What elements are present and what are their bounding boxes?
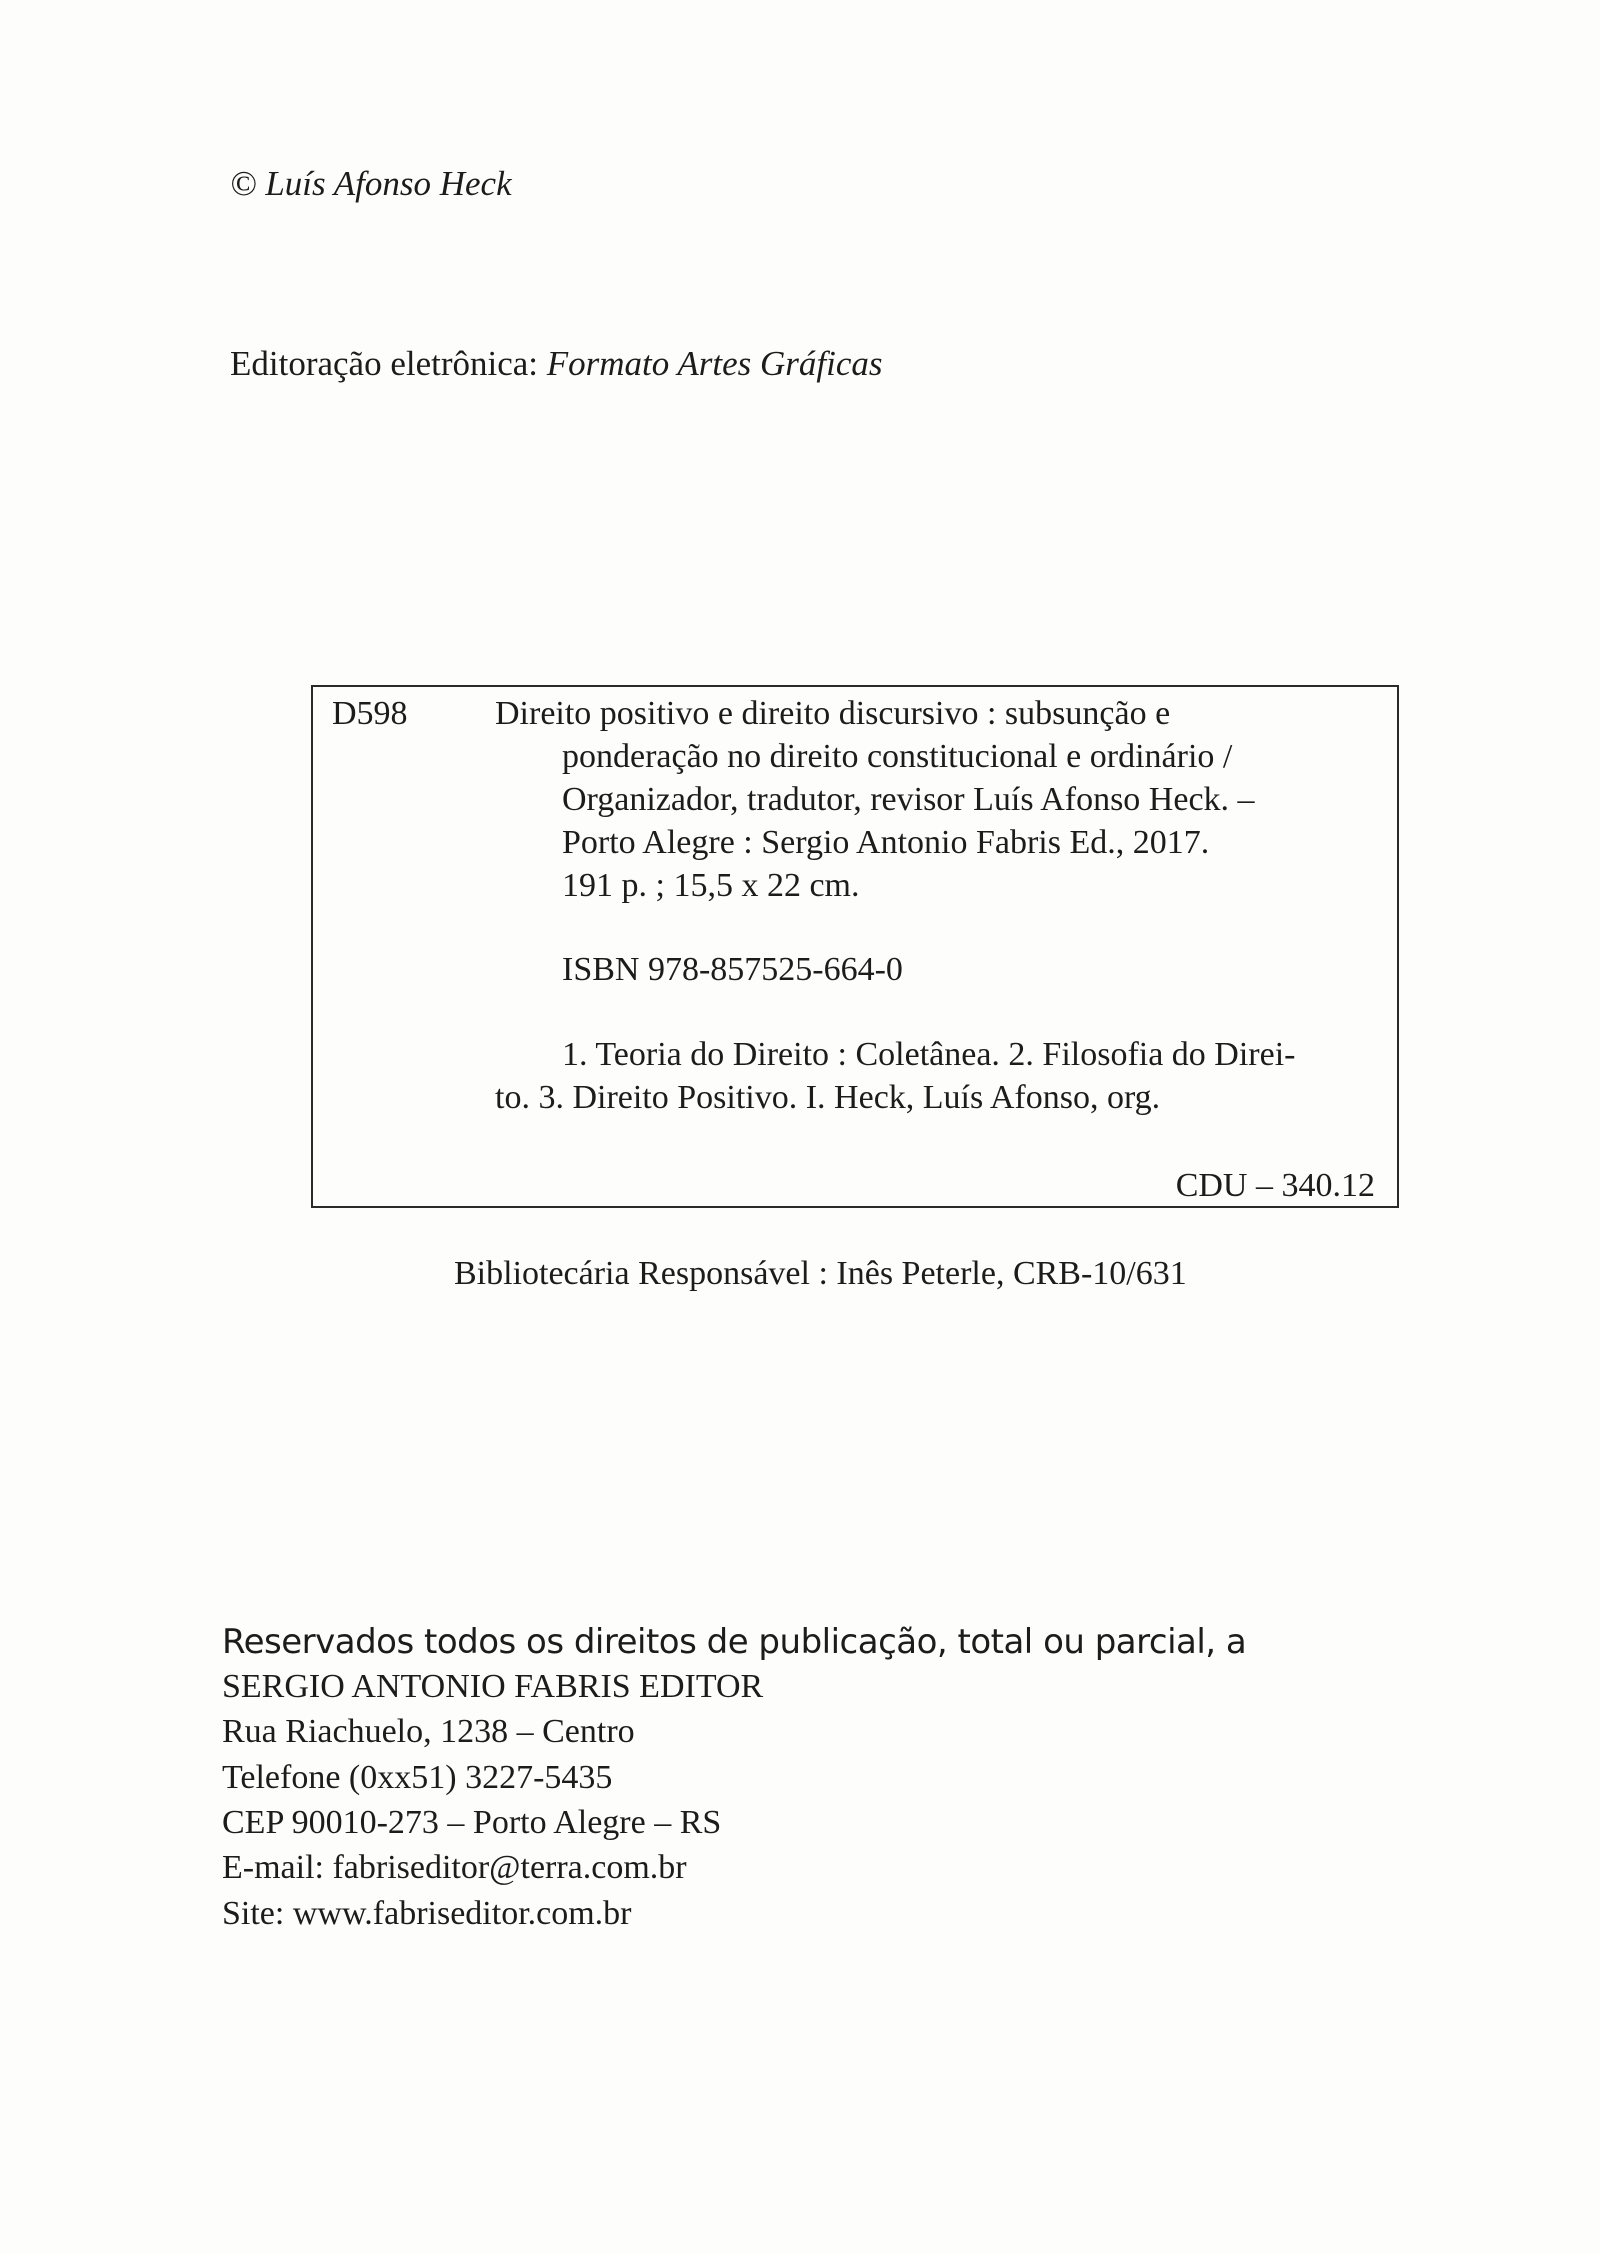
- publisher-phone: Telefone (0xx51) 3227-5435: [222, 1759, 613, 1796]
- cdu-classification: CDU – 340.12: [1175, 1167, 1375, 1204]
- editoracao-label: Editoração eletrônica:: [230, 344, 547, 383]
- editoracao-line: [230, 344, 883, 384]
- publisher-site: Site: www.fabriseditor.com.br: [222, 1895, 632, 1932]
- publisher-name: SERGIO ANTONIO FABRIS EDITOR: [222, 1668, 764, 1705]
- catalog-line-1: Direito positivo e direito discursivo : subsunção e: [495, 695, 1171, 732]
- subjects-line-1: 1. Teoria do Direito : Coletânea. 2. Filosofia do Direi-: [562, 1036, 1296, 1073]
- publisher-street: Rua Riachuelo, 1238 – Centro: [222, 1713, 635, 1750]
- subjects-line-2: to. 3. Direito Positivo. I. Heck, Luís Afonso, org.: [495, 1079, 1161, 1116]
- editoracao-value: Formato Artes Gráficas: [546, 344, 883, 383]
- publisher-cep: CEP 90010-273 – Porto Alegre – RS: [222, 1804, 722, 1841]
- isbn: ISBN 978-857525-664-0: [562, 951, 903, 988]
- librarian-credit: Bibliotecária Responsável : Inês Peterle, CRB-10/631: [454, 1255, 1187, 1292]
- catalog-line-4: Porto Alegre : Sergio Antonio Fabris Ed., 2017.: [562, 824, 1210, 861]
- rights-reserved: Reservados todos os direitos de publicação, total ou parcial, a: [222, 1622, 1247, 1662]
- catalog-card: [311, 685, 1399, 1208]
- call-number: D598: [332, 695, 408, 732]
- publisher-email: E-mail: fabriseditor@terra.com.br: [222, 1849, 687, 1886]
- catalog-line-2: ponderação no direito constitucional e ordinário /: [562, 738, 1233, 775]
- catalog-line-3: Organizador, tradutor, revisor Luís Afonso Heck. –: [562, 781, 1255, 818]
- copyright-notice: © Luís Afonso Heck: [230, 164, 512, 203]
- catalog-line-5: 191 p. ; 15,5 x 22 cm.: [562, 867, 860, 904]
